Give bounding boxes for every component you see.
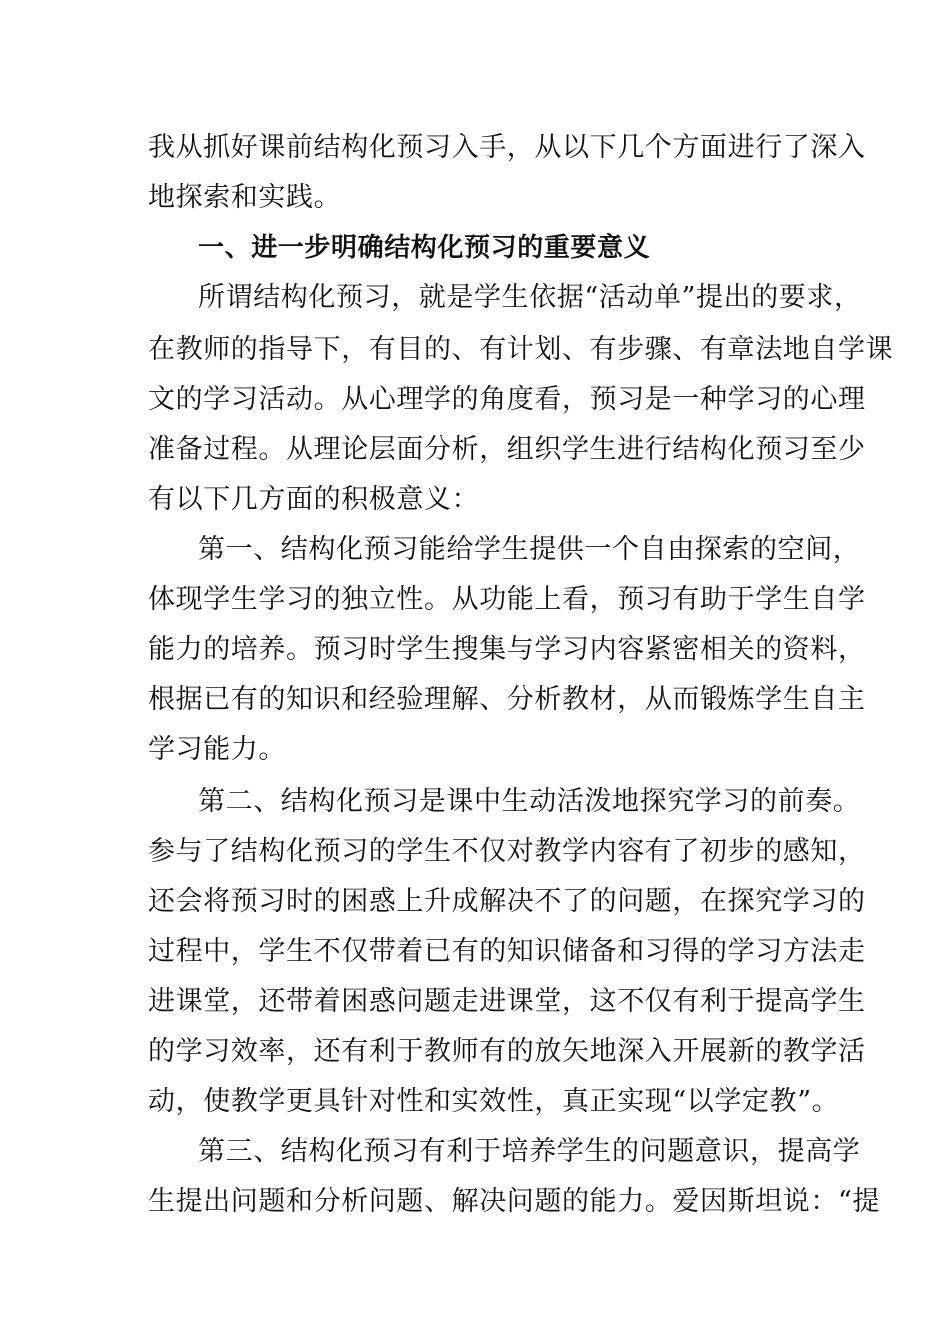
text-line: 学习能力。 <box>148 734 286 765</box>
text-line: 参与了结构化预习的学生不仅对教学内容有了初步的感知， <box>148 836 866 867</box>
text-line: 的学习效率，还有利于教师有的放矢地深入开展新的教学活 <box>148 1036 866 1067</box>
text-line: 能力的培养。预习时学生搜集与学习内容紧密相关的资料， <box>148 634 866 665</box>
text-line: 有以下几方面的积极意义： <box>148 484 480 515</box>
text-line: 动，使教学更具针对性和实效性，真正实现“以学定教”。 <box>148 1086 840 1117</box>
section-heading: 一、进一步明确结构化预习的重要意义 <box>198 233 651 263</box>
text-line: 体现学生学习的独立性。从功能上看，预习有助于学生自学 <box>148 584 866 615</box>
text-line: 文的学习活动。从心理学的角度看，预习是一种学习的心理 <box>148 384 866 415</box>
text-line: 所谓结构化预习，就是学生依据“活动单”提出的要求， <box>198 282 862 313</box>
text-line: 地探索和实践。 <box>148 182 342 213</box>
text-line: 第三、结构化预习有利于培养学生的问题意识，提高学 <box>198 1136 861 1167</box>
text-line: 在教师的指导下，有目的、有计划、有步骤、有章法地自学课 <box>148 334 894 365</box>
text-line: 第二、结构化预习是课中生动活泼地探究学习的前奏。 <box>198 786 861 817</box>
text-line: 准备过程。从理论层面分析，组织学生进行结构化预习至少 <box>148 434 866 465</box>
text-line: 过程中，学生不仅带着已有的知识储备和习得的学习方法走 <box>148 936 866 967</box>
text-line: 第一、结构化预习能给学生提供一个自由探索的空间， <box>198 534 861 565</box>
text-line: 生提出问题和分析问题、解决问题的能力。爱因斯坦说：“提 <box>148 1186 881 1217</box>
text-line: 还会将预习时的困惑上升成解决不了的问题，在探究学习的 <box>148 886 866 917</box>
text-line: 我从抓好课前结构化预习入手，从以下几个方面进行了深入 <box>148 132 866 163</box>
text-line: 进课堂，还带着困惑问题走进课堂，这不仅有利于提高学生 <box>148 986 866 1017</box>
text-line: 根据已有的知识和经验理解、分析教材，从而锻炼学生自主 <box>148 684 866 715</box>
